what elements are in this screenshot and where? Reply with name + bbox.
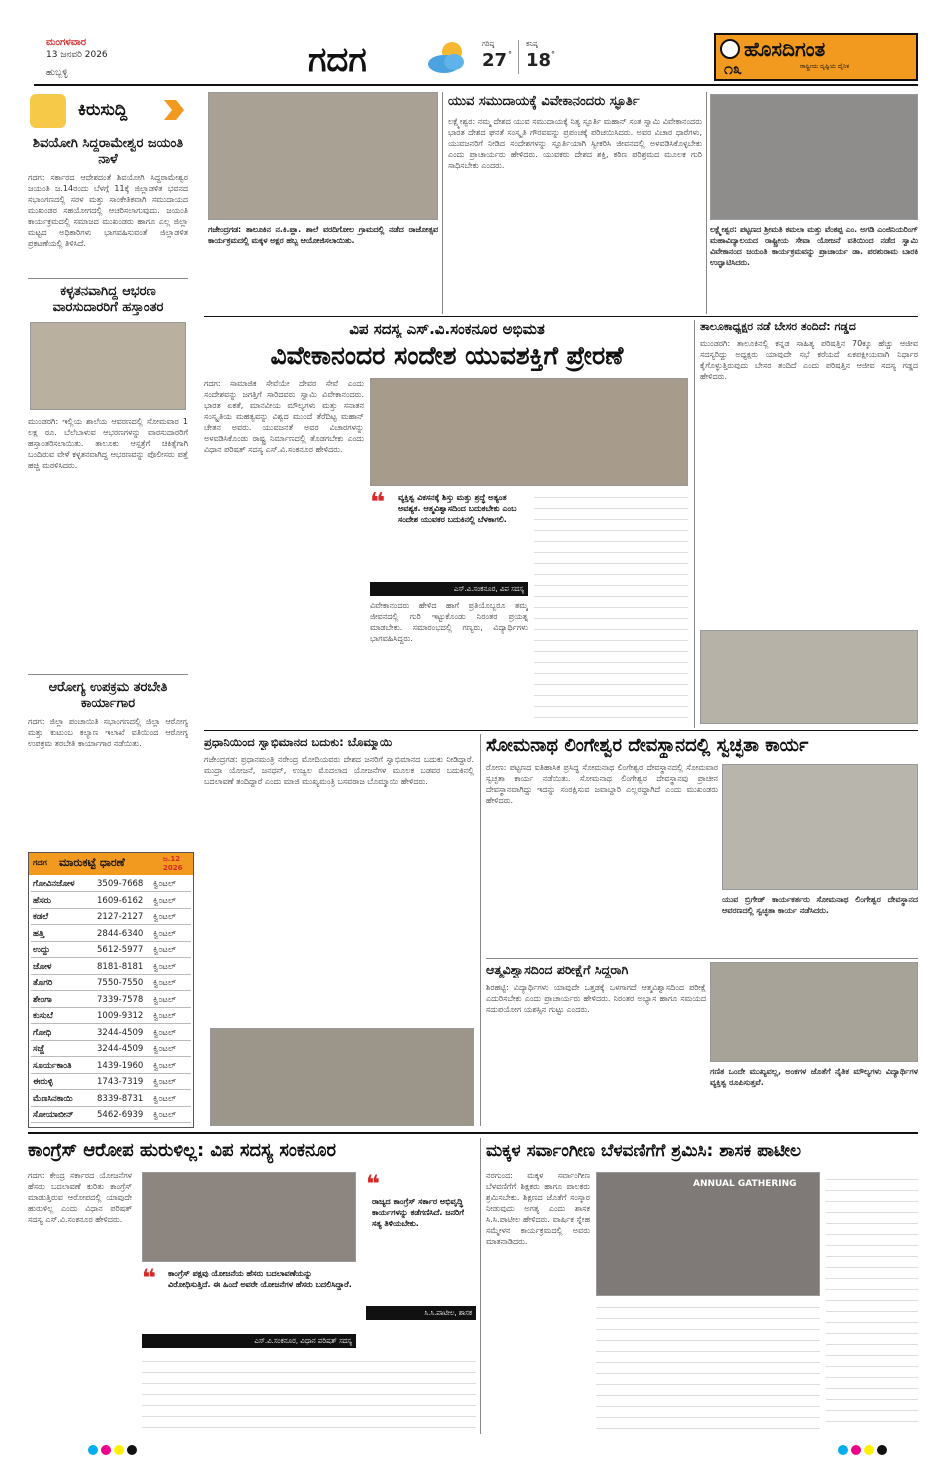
kirusuddi-item-title: ಶಿವಯೋಗಿ ಸಿದ್ದರಾಮೇಶ್ವರ ಜಯಂತಿ ನಾಳೆ bbox=[32, 136, 184, 167]
market-item-unit: ಕ್ವಿಂಟಲ್ bbox=[153, 1027, 177, 1038]
market-item-range: 8339-8731 bbox=[97, 1093, 144, 1104]
market-item-unit: ಕ್ವಿಂಟಲ್ bbox=[153, 895, 177, 906]
market-item-unit: ಕ್ವಿಂಟಲ್ bbox=[153, 994, 177, 1005]
exam-story-title: ಆತ್ಮವಿಶ್ವಾಸದಿಂದ ಪರೀಕ್ಷೆಗೆ ಸಿದ್ಧರಾಗಿ bbox=[486, 962, 629, 977]
brand-box bbox=[714, 33, 918, 81]
market-item-name: ತೊಗರಿ bbox=[33, 978, 53, 988]
children-body-column-2 bbox=[826, 1172, 918, 1432]
market-item-range: 3244-4509 bbox=[97, 1027, 144, 1038]
exam-story-body: ಶಿರಹಟ್ಟಿ: ವಿದ್ಯಾರ್ಥಿಗಳು ಯಾವುದೇ ಒತ್ತಡಕ್ಕೆ ಒಳಗಾಗದೆ ಆತ್ಮವಿಶ್ವಾಸದಿಂದ ಪರೀಕ್ಷೆ ಎದುರಿಸಬೇಕು ಎಂದು ಪ್ರಾಚಾರ್ಯರು ಹೇಳಿದರು. ನಿರಂತರ ಅಭ್ಯಾಸ ಹಾಗೂ ಸಮಯದ ಸದುಪಯೋಗ ಯಶಸ್ಸಿನ ಗುಟ್ಟು ಎಂದರು. bbox=[486, 983, 706, 1014]
market-item-range: 5462-6939 bbox=[97, 1110, 144, 1120]
market-row bbox=[31, 927, 191, 942]
kirusuddi-item-body: ಮುಂಡರಗಿ: ಇಲ್ಲಿಯ ಶಾಲೆಯ ಆವರಣದಲ್ಲಿ ಸೋಮವಾರ 1 ಲಕ್ಷ ರೂ. ಬೆಲೆಬಾಳುವ ಆಭರಣಗಳನ್ನು ವಾರಸುದಾರರಿಗೆ ಹಸ್ತಾಂತರಿಸಲಾಯಿತು. ತಾಲೂಕು ಆಸ್ಪತ್ರೆಗೆ ಚಿಕಿತ್ಸೆಗಾಗಿ ಬಂದಿರುವ ವೇಳೆ ಕಳ್ಳತನವಾಗಿದ್ದ ಆಭರಣವನ್ನು ಪೊಲೀಸರು ಪತ್ತೆ ಹಚ್ಚಿ ಮರಳಿಸಿದರು. bbox=[28, 417, 188, 470]
market-row bbox=[31, 1042, 191, 1057]
market-item-unit: ಕ್ವಿಂಟಲ್ bbox=[153, 978, 177, 988]
lead-kicker: ವಿಪ ಸದಸ್ಯ ಎಸ್.ವಿ.ಸಂಕನೂರ ಅಭಿಮತ bbox=[349, 320, 545, 338]
market-city: ಗದಗ bbox=[33, 858, 47, 867]
market-row bbox=[31, 910, 191, 925]
children-body-column bbox=[596, 1300, 820, 1432]
market-item-unit: ಕ್ವಿಂಟಲ್ bbox=[153, 928, 177, 939]
market-item-unit: ಕ್ವಿಂಟಲ್ bbox=[153, 1011, 177, 1021]
jewel-photo bbox=[30, 322, 186, 410]
kirusuddi-item-title: ಕಳ್ಳತನವಾಗಿದ್ದ ಆಭರಣ ವಾರಸುದಾರರಿಗೆ ಹಸ್ತಾಂತರ bbox=[52, 284, 164, 315]
masthead-edition: ಹುಬ್ಬಳ್ಳಿ bbox=[46, 68, 68, 78]
market-item-name: ಹೆಸರು bbox=[33, 895, 51, 906]
congress-quote2-box bbox=[366, 1172, 476, 1322]
registration-marks-left bbox=[88, 1440, 140, 1459]
congress-quote-by: ಎಸ್.ವಿ.ಸಂಕನೂರ, ವಿಧಾನ ಪರಿಷತ್ ಸದಸ್ಯ bbox=[142, 1334, 356, 1348]
market-item-range: 2127-2127 bbox=[97, 912, 144, 922]
congress-story-body: ಗದಗ: ಕೇಂದ್ರ ಸರ್ಕಾರದ ಯೋಜನೆಗಳ ಹೆಸರು ಬದಲಾವಣೆ ಕುರಿತು ಕಾಂಗ್ರೆಸ್ ಮಾಡುತ್ತಿರುವ ಆರೋಪದಲ್ಲಿ ಯಾವುದೇ ಹುರುಳಿಲ್ಲ ಎಂದು ವಿಧಾನ ಪರಿಷತ್ ಸದಸ್ಯ ಎಸ್.ವಿ.ಸಂಕನೂರ ಹೇಳಿದರು. bbox=[28, 1171, 132, 1224]
market-item-name: ಜೋಳ bbox=[33, 961, 52, 972]
market-row bbox=[31, 943, 191, 958]
market-date: ಜ.12 2026 bbox=[163, 855, 183, 872]
market-item-range: 8181-8181 bbox=[97, 961, 144, 972]
congress-story-title: ಕಾಂಗ್ರೆಸ್ ಆರೋಪ ಹುರುಳಿಲ್ಲ: ವಿಪ ಸದಸ್ಯ ಸಂಕನೂರ bbox=[28, 1140, 336, 1161]
market-item-name: ಗೋವಿನಜೋಳ bbox=[33, 879, 75, 889]
min-temp: 18 bbox=[526, 50, 552, 71]
market-row bbox=[31, 1092, 191, 1107]
registration-marks-right bbox=[838, 1440, 890, 1459]
taluk-story-body: ಮುಂಡರಗಿ: ತಾಲೂಕಿನಲ್ಲಿ ಕನ್ನಡ ಸಾಹಿತ್ಯ ಪರಿಷತ್ತಿನ 70ಕ್ಕೂ ಹೆಚ್ಚು ಆಜೀವ ಸದಸ್ಯರಿದ್ದು ಅಧ್ಯಕ್ಷರು ಯಾವುದೇ ಸಭೆ ಕರೆಯದೆ ಏಕಪಕ್ಷೀಯವಾಗಿ ನಿರ್ಧಾರ ಕೈಗೊಳ್ಳುತ್ತಿರುವುದು ಬೇಸರ ತಂದಿದೆ ಎಂದು ಪರಿಷತ್ತಿನ ಆಜೀವ ಸದಸ್ಯ ಗಡ್ಡದ ಹೇಳಿದರು. bbox=[700, 339, 918, 381]
pradhani-story-title: ಪ್ರಧಾನಿಯಿಂದ ಸ್ವಾಭಿಮಾನದ ಬದುಕು: ಬೊಮ್ಮಾಯಿ bbox=[204, 735, 393, 749]
somanatha-caption: ಯುವ ಬ್ರಿಗೇಡ್ ಕಾರ್ಯಕರ್ತರು ಸೋಮನಾಥ ಲಿಂಗೇಶ್ವರ ದೇವಸ್ಥಾನದ ಆವರಣದಲ್ಲಿ ಸ್ವಚ್ಛತಾ ಕಾರ್ಯ ನಡೆಸಿದರು. bbox=[722, 895, 918, 915]
market-item-unit: ಕ್ವಿಂಟಲ್ bbox=[153, 879, 177, 889]
hand-icon bbox=[30, 94, 66, 128]
children-story-title: ಮಕ್ಕಳ ಸರ್ವಾಂಗೀಣ ಬೆಳವಣಿಗೆಗೆ ಶ್ರಮಿಸಿ: ಶಾಸಕ ಪಾಟೀಲ bbox=[486, 1141, 802, 1161]
market-item-unit: ಕ್ವಿಂಟಲ್ bbox=[153, 1060, 177, 1071]
market-item-unit: ಕ್ವಿಂಟಲ್ bbox=[153, 1093, 177, 1104]
masthead-date: 13 ಜನವರಿ 2026 bbox=[46, 50, 108, 60]
kirusuddi-title: ಕಿರುಸುದ್ದಿ bbox=[78, 100, 128, 120]
kirusuddi-item-body: ಗದಗ: ಸರ್ಕಾರದ ಆದೇಶದಂತೆ ಶಿವಯೋಗಿ ಸಿದ್ದರಾಮೇಶ್ವರ ಜಯಂತಿ ಜ.14ರಂದು ಬೆಳಗ್ಗೆ 11ಕ್ಕೆ ಜಿಲ್ಲಾಡಳಿತ ಭವನದ ಸಭಾಂಗಣದಲ್ಲಿ ಸರಳ ಮತ್ತು ಸಾಂಕೇತಿಕವಾಗಿ ಸಮುದಾಯದ ಮುಖಂಡರ ಸಹಯೋಗದಲ್ಲಿ ಆಚರಿಸಲಾಗುವುದು. ಜಯಂತಿ ಕಾರ್ಯಕ್ರಮದಲ್ಲಿ ಸಮಾಜದ ಮುಖಂಡರು ಹಾಗೂ ಎಲ್ಲ ಜಿಲ್ಲಾ ಮಟ್ಟದ ಅಧಿಕಾರಿಗಳು ಭಾಗವಹಿಸುವಂತೆ ಜಿಲ್ಲಾಡಳಿತ ಪ್ರಕಟಣೆಯಲ್ಲಿ ತಿಳಿಸಿದೆ. bbox=[28, 173, 188, 248]
lead-title: ವಿವೇಕಾನಂದರ ಸಂದೇಶ ಯುವಶಕ್ತಿಗೆ ಪ್ರೇರಣೆ bbox=[270, 341, 624, 370]
market-item-name: ಸಜ್ಜೆ bbox=[33, 1044, 45, 1054]
taluk-photo bbox=[700, 630, 918, 724]
market-row bbox=[31, 1026, 191, 1041]
market-row bbox=[31, 976, 191, 991]
market-item-name: ಕಡಲೆ bbox=[33, 912, 49, 922]
market-item-range: 1609-6162 bbox=[97, 895, 144, 906]
market-item-name: ಶೇಂಗಾ bbox=[33, 994, 52, 1005]
congress-photo bbox=[142, 1172, 356, 1262]
lead-body: ಗದಗ: ಸಾಮಾಜಿಕ ಸೇವೆಯೇ ದೇವರ ಸೇವೆ ಎಂದು ಸಂದೇಶವನ್ನು ಜಗತ್ತಿಗೆ ಸಾರಿದವರು ಸ್ವಾಮಿ ವಿವೇಕಾನಂದರು. ಭಾರತ ಏಕತೆ, ಮಾನವೀಯ ಮೌಲ್ಯಗಳು ಮತ್ತು ಸನಾತನ ಸಂಸ್ಕೃತಿಯ ಮಹತ್ವವನ್ನು ವಿಶ್ವದ ಮುಂದೆ ತೆರೆದಿಟ್ಟ ಮಹಾನ್ ಚೇತನ ಅವರು. ಯುವಜನತೆ ಅವರ ವಿಚಾರಗಳನ್ನು ಅಳವಡಿಸಿಕೊಂಡು ರಾಷ್ಟ್ರ ನಿರ್ಮಾಣದಲ್ಲಿ ತೊಡಗಬೇಕು ಎಂದು ವಿಧಾನ ಪರಿಷತ್ ಸದಸ್ಯ ಎಸ್.ವಿ.ಸಂಕನೂರ ಹೇಳಿದರು. bbox=[204, 379, 364, 454]
kirusuddi-item-title: ಆರೋಗ್ಯ ಉಪಕ್ರಮ ತರಬೇತಿ ಕಾರ್ಯಾಗಾರ bbox=[48, 680, 168, 711]
children-story-body: ನರಗುಂದ: ಮಕ್ಕಳ ಸರ್ವಾಂಗೀಣ ಬೆಳವಣಿಗೆಗೆ ಶಿಕ್ಷಕರು ಹಾಗೂ ಪಾಲಕರು ಶ್ರಮಿಸಬೇಕು. ಶಿಕ್ಷಣದ ಜೊತೆಗೆ ಸಂಸ್ಕಾರ ನೀಡುವುದು ಅಗತ್ಯ ಎಂದು ಶಾಸಕ ಸಿ.ಸಿ.ಪಾಟೀಲ ಹೇಳಿದರು. ವಾರ್ಷಿಕ ಸ್ನೇಹ ಸಮ್ಮೇಳನ ಕಾರ್ಯಕ್ರಮದಲ್ಲಿ ಅವರು ಮಾತನಾಡಿದರು. bbox=[486, 1171, 590, 1246]
lead-body-cont: ವಿವೇಕಾನಂದರು ಹೇಳಿದ ಹಾಗೆ ಪ್ರತಿಯೊಬ್ಬರೂ ತಮ್ಮ ಜೀವನದಲ್ಲಿ ಗುರಿ ಇಟ್ಟುಕೊಂಡು ನಿರಂತರ ಪ್ರಯತ್ನ ಮಾಡಬೇಕು. ಸಮಾರಂಭದಲ್ಲಿ ಗಣ್ಯರು, ವಿದ್ಯಾರ್ಥಿಗಳು ಭಾಗವಹಿಸಿದ್ದರು. bbox=[370, 601, 528, 643]
market-item-unit: ಕ್ವಿಂಟಲ್ bbox=[153, 1077, 177, 1087]
brand-name: ಹೊಸದಿಗಂತ bbox=[744, 37, 826, 61]
market-item-range: 7550-7550 bbox=[97, 978, 144, 988]
market-item-name: ಮೆಣಸಿನಕಾಯಿ bbox=[33, 1093, 73, 1104]
market-item-range: 7339-7578 bbox=[97, 994, 144, 1005]
market-title: ಮಾರುಕಟ್ಟೆ ಧಾರಣೆ bbox=[59, 856, 125, 869]
brand-tagline: ರಾಷ್ಟ್ರೀಯ ದೃಷ್ಟಿಯ ದೈನಿಕ bbox=[800, 63, 850, 70]
market-item-name: ಉದ್ದು bbox=[33, 945, 50, 955]
weather-icon bbox=[424, 38, 470, 76]
market-item-unit: ಕ್ವಿಂಟಲ್ bbox=[153, 1110, 177, 1120]
page-number: ೧೩ bbox=[724, 59, 742, 78]
taluk-story-title: ತಾಲೂಕಾಧ್ಯಕ್ಷರ ನಡೆ ಬೇಸರ ತಂದಿದೆ: ಗಡ್ಡದ bbox=[700, 320, 856, 333]
kirusuddi-item-body: ಗದಗ: ಜಿಲ್ಲಾ ಪಂಚಾಯಿತಿ ಸಭಾಂಗಣದಲ್ಲಿ ಜಿಲ್ಲಾ ಆರೋಗ್ಯ ಮತ್ತು ಕುಟುಂಬ ಕಲ್ಯಾಣ ಇಲಾಖೆ ವತಿಯಿಂದ ಆರೋಗ್ಯ ಉಪಕ್ರಮ ತರಬೇತಿ ಕಾರ್ಯಾಗಾರ ನಡೆಯಿತು. bbox=[28, 717, 188, 748]
kirusuddi-section bbox=[28, 90, 196, 850]
market-table bbox=[31, 877, 193, 1127]
city-title: ಗದಗ bbox=[308, 40, 367, 80]
congress-quote-box bbox=[142, 1266, 356, 1350]
market-item-range: 2844-6340 bbox=[97, 928, 144, 939]
market-header bbox=[29, 853, 193, 875]
market-row bbox=[31, 1059, 191, 1074]
masthead-day: ಮಂಗಳವಾರ bbox=[46, 37, 87, 48]
kirusuddi-logo bbox=[28, 90, 188, 130]
quote-icon: ❝ bbox=[370, 488, 386, 518]
market-item-name: ಗೋಧಿ bbox=[33, 1027, 52, 1038]
gathering-banner: ANNUAL GATHERING bbox=[693, 1179, 797, 1189]
market-item-name: ಹತ್ತಿ bbox=[33, 928, 45, 939]
exam-caption: ಗಣಿತ ಒಂದೇ ಮುಖ್ಯವಲ್ಲ, ಅಂಕಗಳ ಜೊತೆಗೆ ನೈತಿಕ ಮೌಲ್ಯಗಳು ವಿದ್ಯಾರ್ಥಿಗಳ ವ್ಯಕ್ತಿತ್ವ ರೂಪಿಸುತ್ತವೆ. bbox=[710, 1067, 918, 1087]
market-item-name: ಕುಸುಬೆ bbox=[33, 1011, 53, 1021]
congress-body-column bbox=[142, 1354, 476, 1432]
market-item-unit: ಕ್ವಿಂಟಲ್ bbox=[153, 1044, 177, 1054]
somanatha-story-body: ರೋಣ: ಪಟ್ಟಣದ ಐತಿಹಾಸಿಕ ಪ್ರಸಿದ್ಧ ಸೋಮನಾಥ ಲಿಂಗೇಶ್ವರ ದೇವಸ್ಥಾನದಲ್ಲಿ ಸೋಮವಾರ ಸ್ವಚ್ಛತಾ ಕಾರ್ಯ ನಡೆಯಿತು. ಸೋಮನಾಥ ಲಿಂಗೇಶ್ವರ ದೇವಸ್ಥಾನವು ಪ್ರಾಚೀನ ದೇವಸ್ಥಾನವಾಗಿದ್ದು ಇದನ್ನು ಸಂರಕ್ಷಿಸುವ ಜವಾಬ್ದಾರಿ ಎಲ್ಲರದ್ದಾಗಿದೆ ಎಂದು ಮುಖಂಡರು ಹೇಳಿದರು. bbox=[486, 763, 718, 805]
somanatha-story-title: ಸೋಮನಾಥ ಲಿಂಗೇಶ್ವರ ದೇವಸ್ಥಾನದಲ್ಲಿ ಸ್ವಚ್ಛತಾ ಕಾರ್ಯ bbox=[486, 734, 918, 758]
market-item-range: 1009-9312 bbox=[97, 1011, 144, 1021]
lead-quote: ವ್ಯಕ್ತಿತ್ವ ವಿಕಸನಕ್ಕೆ ಶಿಸ್ತು ಮತ್ತು ಶ್ರದ್ಧೆ ಅತ್ಯಂತ ಅವಶ್ಯಕ. ಆತ್ಮವಿಶ್ವಾಸದಿಂದ ಬದುಕಬೇಕು ಎಂಬ ಸಂದೇಶ ಯುವಕರ ಬದುಕಿನಲ್ಲಿ ಬೆಳಕಾಗಲಿ. bbox=[398, 493, 517, 524]
temple-photo bbox=[722, 764, 918, 890]
college-event-photo bbox=[710, 94, 918, 220]
market-item-unit: ಕ್ವಿಂಟಲ್ bbox=[153, 912, 177, 922]
congress-quote2-by: ಸಿ.ಸಿ.ಪಾಟೀಲ, ಶಾಸಕ bbox=[366, 1306, 476, 1320]
market-item-unit: ಕ್ವಿಂಟಲ್ bbox=[153, 961, 177, 972]
market-item-range: 1439-1960 bbox=[97, 1060, 144, 1071]
market-item-range: 3244-4509 bbox=[97, 1044, 144, 1054]
vivek-story-title: ಯುವ ಸಮುದಾಯಕ್ಕೆ ವಿವೇಕಾನಂದರು ಸ್ಫೂರ್ತಿ bbox=[448, 94, 640, 109]
market-row bbox=[31, 993, 191, 1008]
top-event-photo bbox=[208, 92, 438, 220]
exam-photo bbox=[710, 962, 918, 1062]
market-row bbox=[31, 894, 191, 909]
congress-quote2: ರಾಜ್ಯದ ಕಾಂಗ್ರೆಸ್ ಸರ್ಕಾರ ಅಭಿವೃದ್ಧಿ ಕಾರ್ಯಗಳನ್ನು ಕಡೆಗಣಿಸಿದೆ. ಜನರಿಗೆ ಸತ್ಯ ತಿಳಿಯಬೇಕು. bbox=[372, 1197, 464, 1228]
market-item-name: ಸೋಯಾಬೀನ್ bbox=[33, 1110, 74, 1120]
lead-body-column bbox=[534, 490, 688, 724]
masthead: ಮಂಗಳವಾರ 13 ಜನವರಿ 2026 ಹುಬ್ಬಳ್ಳಿ ಗದಗ ಗರಿಷ್ಠ 27 ° ಕನಿಷ್ಠ 18 ° ಹೊಸದಿಗಂತ ರಾಷ್ಟ್ರೀಯ ದೃಷ್ಟಿಯ ದೈನಿಕ ೧೩ bbox=[0, 0, 945, 84]
market-item-unit: ಕ್ವಿಂಟಲ್ bbox=[153, 945, 177, 955]
market-section bbox=[28, 852, 194, 1128]
min-label: ಕನಿಷ್ಠ bbox=[526, 40, 538, 48]
lead-quote-box bbox=[370, 490, 528, 596]
chevron-icon bbox=[164, 100, 184, 120]
market-row bbox=[31, 960, 191, 975]
max-label: ಗರಿಷ್ಠ bbox=[482, 40, 495, 48]
market-item-range: 3509-7668 bbox=[97, 879, 144, 889]
top-photo-caption: ಗಜೇಂದ್ರಗಡ: ತಾಲೂಕಿನ ನ.ಕಿ.ಪ್ಲಾ. ಶಾಲೆ ವರದಿಗೋಲ ಗ್ರಾಮದಲ್ಲಿ ನಡೆದ ರಾಜೋತ್ಸವ ಕಾರ್ಯಕ್ರಮದಲ್ಲಿ ಮಕ್ಕಳ ಅಕ್ಷರ ಹಬ್ಬ ಆಯೋಜಿಸಲಾಯಿತು. bbox=[208, 225, 438, 245]
market-item-name: ಈರುಳ್ಳಿ bbox=[33, 1077, 53, 1087]
market-item-range: 1743-7319 bbox=[97, 1077, 144, 1087]
pradhani-story-body: ಗಜೇಂದ್ರಗಡ: ಪ್ರಧಾನಮಂತ್ರಿ ನರೇಂದ್ರ ಮೋದಿಯವರು ದೇಶದ ಜನರಿಗೆ ಸ್ವಾಭಿಮಾನದ ಬದುಕು ನೀಡಿದ್ದಾರೆ. ಮುದ್ರಾ ಯೋಜನೆ, ಜನಧನ್, ಉಜ್ವಲ ಮೊದಲಾದ ಯೋಜನೆಗಳ ಮೂಲಕ ಬಡವರ ಬದುಕಿನಲ್ಲಿ ಬದಲಾವಣೆ ತಂದಿದ್ದಾರೆ ಎಂದು ಮಾಜಿ ಮುಖ್ಯಮಂತ್ರಿ ಬಸವರಾಜ ಬೊಮ್ಮಾಯಿ ಹೇಳಿದರು. bbox=[204, 755, 474, 786]
right-photo-caption: ಲಕ್ಷ್ಮೇಶ್ವರ: ಪಟ್ಟಣದ ಶ್ರೀಮತಿ ಕಮಲಾ ಮತ್ತು ವೆಂಕಪ್ಪ ಎಂ. ಅಗಡಿ ಎಂಜಿನಿಯರಿಂಗ್ ಮಹಾವಿದ್ಯಾಲಯದ ರಾಷ್ಟ್ರೀಯ ಸೇವಾ ಯೋಜನೆ ವತಿಯಿಂದ ನಡೆದ ಸ್ವಾಮಿ ವಿವೇಕಾನಂದ ಜಯಂತಿ ಕಾರ್ಯಕ್ರಮವನ್ನು ಪ್ರಾಚಾರ್ಯ ಡಾ. ಪರಶುರಾಮ ಬಾರಕಿ ಉದ್ಘಾಟಿಸಿದರು. bbox=[710, 225, 918, 267]
market-row bbox=[31, 1075, 191, 1090]
market-item-name: ಸೂರ್ಯಕಾಂತಿ bbox=[33, 1060, 72, 1071]
max-temp: 27 bbox=[482, 50, 508, 71]
market-row bbox=[31, 1009, 191, 1024]
brand-logo-icon bbox=[720, 39, 740, 59]
quote-icon: ❝ bbox=[142, 1264, 157, 1292]
market-item-range: 5612-5977 bbox=[97, 945, 144, 955]
vivek-story-body: ಲಕ್ಷ್ಮೇಶ್ವರ: ನಮ್ಮ ದೇಶದ ಯುವ ಸಮುದಾಯಕ್ಕೆ ನಿತ್ಯ ಸ್ಫೂರ್ತಿ ಮಹಾನ್ ಸಂತ ಸ್ವಾಮಿ ವಿವೇಕಾನಂದರು ಭಾರತ ದೇಶದ ಘನತೆ ಸಂಸ್ಕೃತಿ ಗೌರವವನ್ನು ಪ್ರಪಂಚಕ್ಕೆ ಪರಿಚಯಿಸಿದರು. ಅವರ ವಿಚಾರ ಧಾರೆಗಳು, ಯುವಜನರಿಗೆ ನೀಡಿದ ಸಂದೇಶಗಳನ್ನು ಸ್ಫೂರ್ತಿಯಾಗಿ ಸ್ವೀಕರಿಸಿ ಜೀವನದಲ್ಲಿ ಅಳವಡಿಸಿಕೊಳ್ಳಬೇಕು ಎಂದು ಪ್ರಾಚಾರ್ಯರು ಹೇಳಿದರು. ಯುವಕರು ದೇಶದ ಶಕ್ತಿ, ಕಠಿಣ ಪರಿಶ್ರಮದ ಮೂಲಕ ಗುರಿ ಸಾಧಿಸಬೇಕು ಎಂದರು. bbox=[448, 117, 702, 170]
pradhani-photo bbox=[210, 1028, 474, 1126]
congress-quote: ಕಾಂಗ್ರೆಸ್ ಪಕ್ಷವು ಯೋಜನೆಯ ಹೆಸರು ಬದಲಾವಣೆಯನ್ನು ವಿರೋಧಿಸುತ್ತಿದೆ. ಈ ಹಿಂದೆ ಅವರೇ ಯೋಜನೆಗಳ ಹೆಸರು ಬದಲಿಸಿದ್ದಾರೆ. bbox=[168, 1269, 352, 1289]
market-row bbox=[31, 877, 191, 892]
lead-quote-by: ಎಸ್.ವಿ.ಸಂಕನೂರ, ವಿಪ ಸದಸ್ಯ bbox=[370, 582, 528, 596]
market-row bbox=[31, 1108, 191, 1123]
gathering-photo bbox=[596, 1172, 820, 1296]
quote-icon: ❝ bbox=[366, 1170, 381, 1198]
lead-photo bbox=[370, 378, 688, 486]
